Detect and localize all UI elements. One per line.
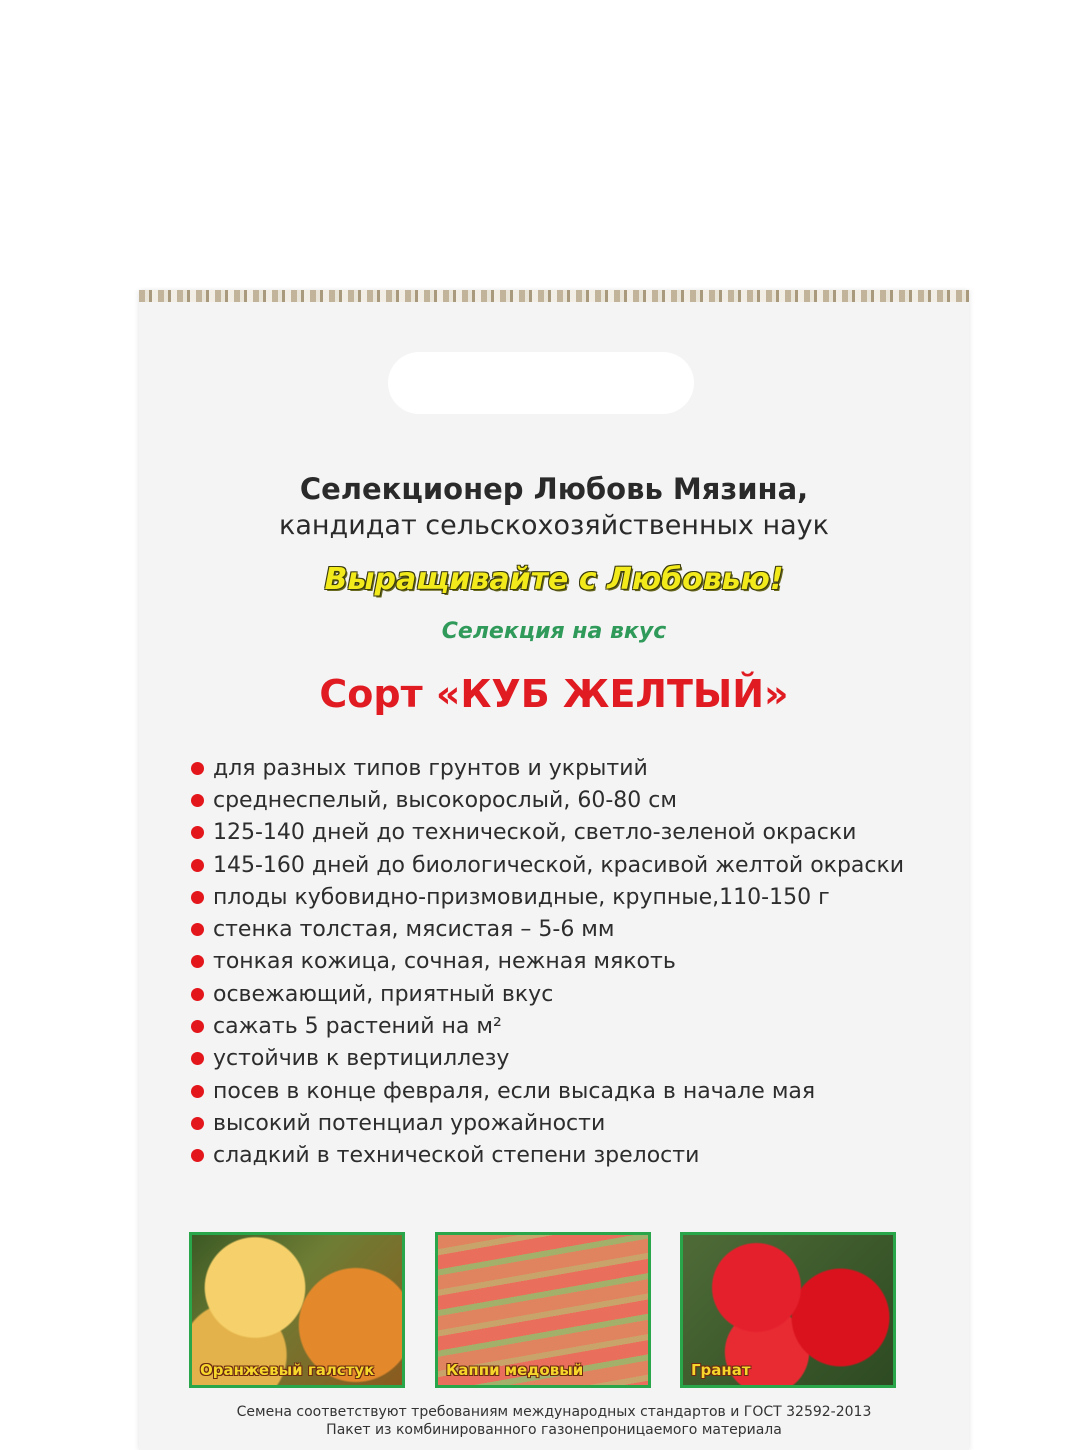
torn-top-edge [139, 290, 969, 302]
variety-title: Сорт «КУБ ЖЕЛТЫЙ» [319, 672, 789, 716]
feature-item: посев в конце февраля, если высадка в начале мая [191, 1075, 904, 1107]
feature-list [191, 752, 904, 1172]
slogan: Выращивайте с Любовью! [324, 562, 784, 597]
feature-item: сладкий в технической степени зрелости [191, 1140, 904, 1172]
photo-label: Гранат [691, 1361, 751, 1379]
feature-item: сажать 5 растений на м² [191, 1010, 904, 1042]
tagline: Селекция на вкус [441, 619, 667, 644]
seed-packet-back [139, 290, 969, 1450]
bullet-icon [191, 1052, 204, 1065]
standards-note: Семена соответствуют требованиям международных стандартов и ГОСТ 32592-2013 [236, 1404, 872, 1420]
bullet-icon [191, 891, 204, 904]
bullet-icon [191, 1117, 204, 1130]
bullet-icon [191, 826, 204, 839]
feature-item: для разных типов грунтов и укрытий [191, 752, 904, 784]
bullet-icon [191, 988, 204, 1001]
bullet-icon [191, 1149, 204, 1162]
breeder-title: кандидат сельскохозяйственных наук [279, 510, 829, 541]
bullet-icon [191, 923, 204, 936]
feature-item: 125-140 дней до технической, светло-зеленой окраски [191, 817, 904, 849]
photo-kappi-honey [435, 1232, 651, 1388]
bullet-icon [191, 762, 204, 775]
photo-label: Оранжевый галстук [200, 1361, 375, 1379]
bullet-icon [191, 1020, 204, 1033]
breeder-name: Селекционер Любовь Мязина, [299, 472, 809, 506]
photo-orange-tie [189, 1232, 405, 1388]
bullet-icon [191, 1085, 204, 1098]
photo-granat [680, 1232, 896, 1388]
photo-label: Каппи медовый [446, 1361, 584, 1379]
feature-item: 145-160 дней до биологической, красивой желтой окраски [191, 849, 904, 881]
feature-item: стенка толстая, мясистая – 5-6 мм [191, 913, 904, 945]
bullet-icon [191, 859, 204, 872]
feature-item: устойчив к вертициллезу [191, 1043, 904, 1075]
feature-item: высокий потенциал урожайности [191, 1107, 904, 1139]
feature-item: плоды кубовидно-призмовидные, крупные,110-150 г [191, 881, 904, 913]
feature-item: среднеспелый, высокорослый, 60-80 см [191, 784, 904, 816]
hang-hole [388, 352, 694, 414]
feature-item: освежающий, приятный вкус [191, 978, 904, 1010]
bullet-icon [191, 794, 204, 807]
packaging-note: Пакет из комбинированного газонепроницаемого материала [326, 1422, 782, 1438]
bullet-icon [191, 955, 204, 968]
feature-item: тонкая кожица, сочная, нежная мякоть [191, 946, 904, 978]
